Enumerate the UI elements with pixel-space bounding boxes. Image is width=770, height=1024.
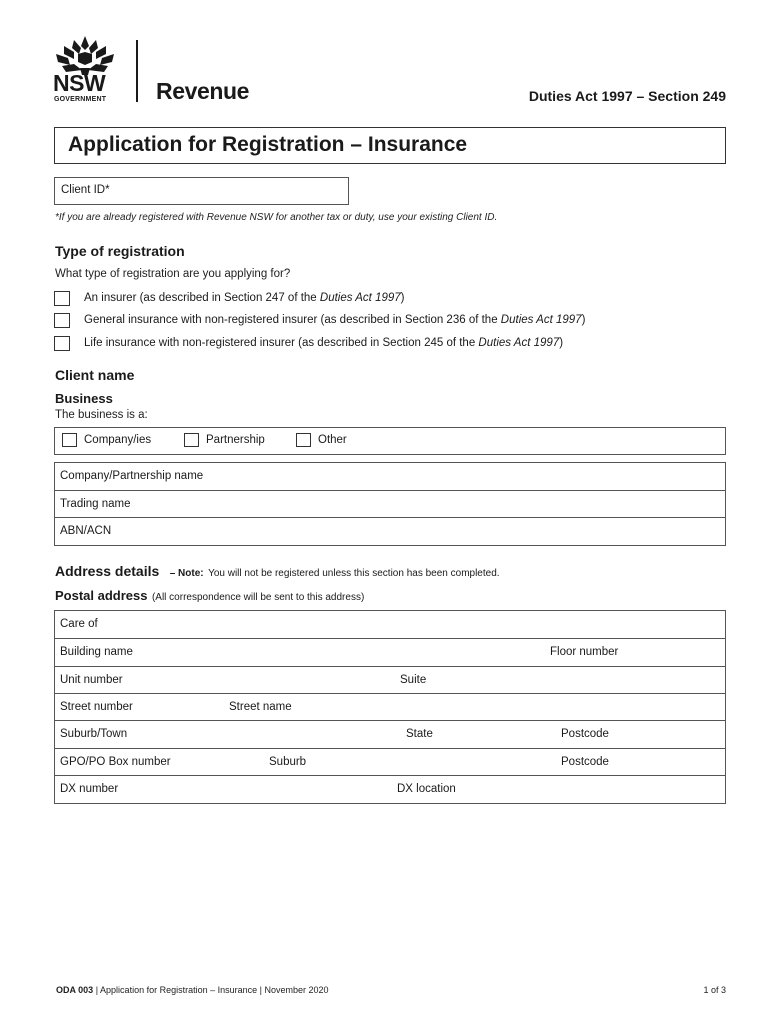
company-label: Company/ies bbox=[84, 434, 152, 446]
address-note-label: – Note: bbox=[169, 568, 204, 579]
state-label: State bbox=[406, 728, 433, 740]
street-number-label: Street number bbox=[60, 701, 133, 713]
suburb-row[interactable] bbox=[55, 721, 725, 749]
postal-address-note: (All correspondence will be sent to this address) bbox=[151, 592, 365, 603]
trading-name-field[interactable] bbox=[55, 491, 725, 518]
care-of-field[interactable] bbox=[55, 611, 725, 639]
street-name-label: Street name bbox=[229, 701, 292, 713]
company-checkbox[interactable] bbox=[62, 433, 77, 447]
nsw-government-logo bbox=[52, 34, 262, 104]
building-name-label: Building name bbox=[60, 646, 133, 658]
business-heading: Business bbox=[55, 391, 113, 406]
suburb-town-label: Suburb/Town bbox=[60, 728, 128, 740]
logo-divider bbox=[136, 40, 138, 102]
logo-government-text: GOVERNMENT bbox=[54, 96, 107, 103]
footer-form-info bbox=[56, 985, 329, 995]
business-prompt: The business is a: bbox=[55, 409, 148, 421]
company-name-label: Company/Partnership name bbox=[60, 470, 204, 482]
client-name-heading: Client name bbox=[55, 367, 135, 383]
business-details-table bbox=[54, 462, 726, 546]
act-reference: Duties Act 1997 – Section 249 bbox=[528, 88, 726, 104]
client-id-label: Client ID* bbox=[61, 184, 110, 196]
insurer-checkbox[interactable] bbox=[54, 291, 70, 306]
option-suffix: ) bbox=[559, 337, 564, 349]
postal-address-line bbox=[55, 587, 364, 605]
address-details-line bbox=[55, 563, 500, 581]
logo-nsw-text: NSW bbox=[53, 70, 106, 96]
postal-address-table bbox=[54, 610, 726, 804]
abn-acn-label: ABN/ACN bbox=[60, 525, 112, 537]
floor-number-label: Floor number bbox=[550, 646, 619, 658]
unit-number-label: Unit number bbox=[60, 674, 123, 686]
street-row[interactable] bbox=[55, 694, 725, 721]
dx-number-label: DX number bbox=[60, 783, 119, 795]
option-text: Life insurance with non-registered insurer (as described in Section 245 of the bbox=[84, 337, 479, 349]
client-id-note: *If you are already registered with Revenue NSW for another tax or duty, use your existing Client ID. bbox=[55, 212, 498, 223]
client-id-field[interactable] bbox=[54, 177, 349, 205]
option-act: Duties Act 1997 bbox=[319, 292, 401, 304]
unit-row[interactable] bbox=[55, 667, 725, 694]
type-of-registration-heading: Type of registration bbox=[55, 243, 185, 259]
form-title: Application for Registration – Insurance bbox=[68, 133, 468, 156]
postal-address-heading: Postal address bbox=[55, 588, 148, 603]
option-act: Duties Act 1997 bbox=[500, 314, 582, 326]
logo-revenue-text: Revenue bbox=[156, 78, 250, 104]
partnership-label: Partnership bbox=[206, 434, 265, 446]
other-label: Other bbox=[318, 434, 347, 446]
address-details-heading: Address details bbox=[55, 563, 160, 579]
dx-row[interactable] bbox=[55, 776, 725, 803]
general-insurance-checkbox[interactable] bbox=[54, 313, 70, 328]
other-checkbox[interactable] bbox=[296, 433, 311, 447]
abn-acn-field[interactable] bbox=[55, 518, 725, 545]
option-act: Duties Act 1997 bbox=[478, 337, 560, 349]
option-suffix: ) bbox=[400, 292, 405, 304]
footer-page-number: 1 of 3 bbox=[703, 985, 726, 995]
po-suburb-label: Suburb bbox=[269, 756, 307, 768]
footer-form-details: | Application for Registration – Insurance | November 2020 bbox=[95, 985, 329, 995]
registration-question: What type of registration are you applying for? bbox=[55, 268, 291, 280]
po-postcode-label: Postcode bbox=[561, 756, 609, 768]
dx-location-label: DX location bbox=[397, 783, 456, 795]
care-of-label: Care of bbox=[60, 618, 98, 630]
trading-name-label: Trading name bbox=[60, 498, 131, 510]
footer-form-code: ODA 003 bbox=[56, 985, 94, 995]
partnership-checkbox[interactable] bbox=[184, 433, 199, 447]
postcode-label: Postcode bbox=[561, 728, 609, 740]
address-note-text: You will not be registered unless this section has been completed. bbox=[208, 568, 500, 579]
option-suffix: ) bbox=[581, 314, 586, 326]
option-text: General insurance with non-registered insurer (as described in Section 236 of the bbox=[84, 314, 501, 326]
business-type-box bbox=[54, 427, 726, 455]
option-text: An insurer (as described in Section 247 of the bbox=[84, 292, 320, 304]
company-name-field[interactable] bbox=[55, 463, 725, 491]
gpo-box-label: GPO/PO Box number bbox=[60, 756, 171, 768]
suite-label: Suite bbox=[400, 674, 427, 686]
form-title-box bbox=[54, 127, 726, 164]
life-insurance-checkbox[interactable] bbox=[54, 336, 70, 351]
po-box-row[interactable] bbox=[55, 749, 725, 776]
building-row[interactable] bbox=[55, 639, 725, 667]
